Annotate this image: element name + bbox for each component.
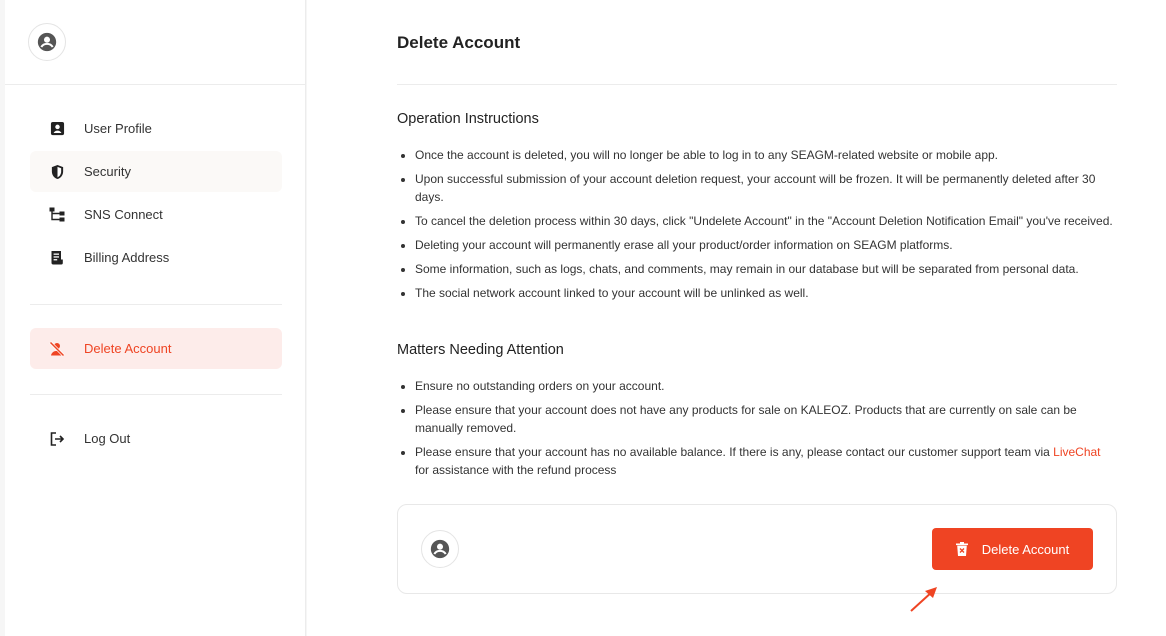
sidebar-nav [30, 108, 282, 280]
list-item: • To cancel the deletion process within 30 days, click "Undelete Account" in the "Account Deletion Notification Email" you've received. [415, 212, 1115, 230]
list-item: • Deleting your account will permanently erase all your product/order information on SEAGM platforms. [415, 236, 1115, 254]
sidebar-item-label: Billing Address [84, 250, 170, 265]
list-item: • Please ensure that your account does not have any products for sale on KALEOZ. Products that are currently on sale can be manually removed. [415, 401, 1115, 437]
list-item: • Some information, such as logs, chats, and comments, may remain in our database but will be separated from personal data. [415, 260, 1115, 278]
list-item: • Once the account is deleted, you will no longer be able to log in to any SEAGM-related website or mobile app. [415, 146, 1115, 164]
sidebar-header [5, 0, 305, 85]
pointer-arrow-icon [907, 585, 943, 615]
receipt-icon [49, 250, 65, 266]
sidebar-item-label: Log Out [84, 431, 131, 446]
sidebar-divider [30, 304, 282, 305]
attention-heading: Matters Needing Attention [397, 342, 564, 358]
instructions-list [415, 146, 1115, 308]
list-item-text: for assistance with the refund process [415, 463, 617, 477]
list-item: • Upon successful submission of your account deletion request, your account will be frozen. It will be permanently deleted after 30 days. [415, 170, 1115, 206]
trash-icon [956, 542, 968, 556]
shield-icon [49, 164, 65, 180]
sidebar-divider [30, 394, 282, 395]
livechat-link[interactable]: LiveChat [1053, 445, 1101, 459]
instructions-heading: Operation Instructions [397, 111, 539, 127]
sidebar-item-logout[interactable] [30, 418, 282, 459]
page-title: Delete Account [397, 33, 521, 52]
sidebar-item-billing-address[interactable] [30, 237, 282, 278]
sidebar-logout-nav [30, 418, 282, 461]
sidebar [5, 0, 306, 636]
delete-account-button[interactable] [932, 528, 1093, 570]
sidebar-item-security[interactable] [30, 151, 282, 192]
attention-list [415, 377, 1115, 485]
sidebar-item-delete-account[interactable] [30, 328, 282, 369]
sidebar-item-sns-connect[interactable] [30, 194, 282, 235]
title-divider [397, 84, 1117, 85]
list-item: • Ensure no outstanding orders on your account. [415, 377, 1115, 395]
sidebar-item-label: Delete Account [84, 341, 172, 356]
network-icon [49, 207, 65, 223]
logout-icon [49, 431, 65, 447]
user-circle-icon [36, 31, 58, 53]
sidebar-danger-nav [30, 328, 282, 371]
delete-account-card [397, 504, 1117, 594]
sidebar-item-label: User Profile [84, 121, 152, 136]
list-item: • The social network account linked to your account will be unlinked as well. [415, 284, 1115, 302]
avatar[interactable] [28, 23, 66, 61]
list-item-text: Please ensure that your account has no available balance. If there is any, please contact our customer support team via [415, 445, 1050, 459]
sidebar-item-label: SNS Connect [84, 207, 163, 222]
sidebar-item-user-profile[interactable] [30, 108, 282, 149]
contact-card-icon [49, 121, 65, 137]
avatar [421, 530, 459, 568]
user-circle-icon [429, 538, 451, 560]
list-item [415, 443, 1115, 479]
main-panel [307, 0, 1166, 636]
person-off-icon [49, 341, 65, 357]
delete-account-button-label: Delete Account [981, 541, 1070, 557]
sidebar-item-label: Security [84, 164, 131, 179]
